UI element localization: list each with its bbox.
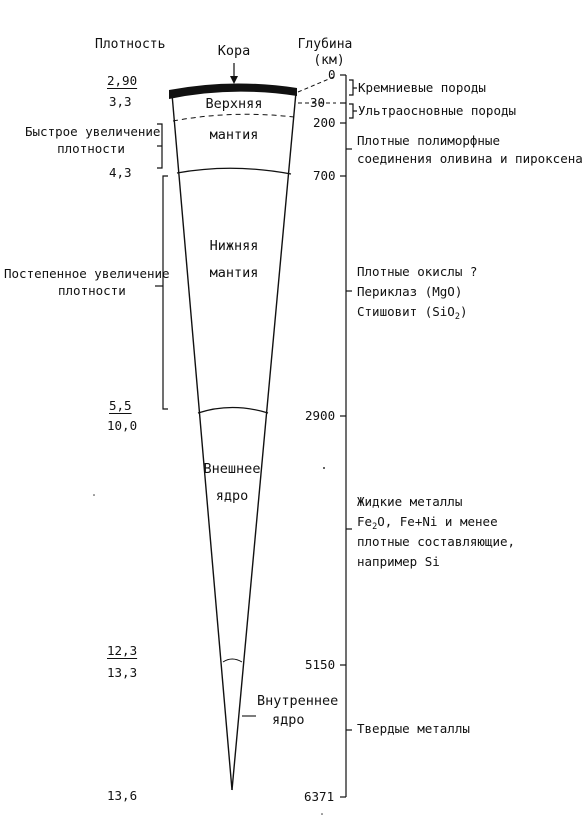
boundary-30km [173, 114, 294, 121]
depth-unit: (км) [313, 53, 345, 68]
composition-brackets [346, 80, 357, 730]
depth-30: 30 [310, 95, 326, 110]
outer-core-label-1: Внешнее [203, 461, 261, 477]
cone-right-edge [232, 92, 296, 790]
gradual-density-note-1: Постепенное увеличение [4, 266, 170, 281]
depth-0: 0 [328, 67, 336, 82]
depth-700: 700 [313, 168, 336, 183]
density-mantle-bottom: 5,5 [109, 398, 132, 413]
depth-5150: 5150 [305, 657, 336, 672]
composition-periclase: Периклаз (MgO) [357, 284, 463, 299]
composition-solid-metals: Твердые металлы [357, 721, 470, 736]
depth-header: Глубина [297, 37, 353, 52]
composition-ultrabasic-rocks: Ультраосновные породы [358, 103, 517, 118]
speck [93, 494, 95, 496]
boundary-700km [177, 168, 291, 174]
rapid-density-note-2: плотности [57, 141, 125, 156]
depth-6371: 6371 [304, 789, 335, 804]
density-outer-core-bottom: 12,3 [107, 643, 138, 658]
composition-fe2o: $Fe_2O$, Fe+Ni и менее [357, 514, 498, 532]
crust-label: Кора [217, 43, 251, 59]
depth-ticks [340, 75, 346, 797]
lower-mantle-label-2: мантия [209, 265, 259, 281]
density-crust-bottom: 3,3 [109, 94, 132, 109]
composition-stishovite: Стишовит (SiO$_2$) [357, 304, 468, 322]
gradual-density-bracket [163, 176, 168, 409]
density-crust-top: 2,90 [107, 73, 138, 88]
upper-mantle-label-1: Верхняя [205, 96, 263, 112]
inner-core-label-1: Внутреннее [257, 693, 339, 709]
density-header: Плотность [95, 37, 166, 52]
density-upper-mantle-bottom: 4,3 [109, 165, 132, 180]
rapid-density-note-1: Быстрое увеличение [25, 124, 161, 139]
density-center: 13,6 [107, 788, 138, 803]
gradual-density-note-2: плотности [58, 283, 126, 298]
density-core-top: 10,0 [107, 418, 138, 433]
depth-2900: 2900 [305, 408, 336, 423]
lower-mantle-label-1: Нижняя [209, 238, 259, 254]
boundary-2900km [198, 408, 268, 414]
speck [321, 813, 323, 815]
outer-core-label-2: ядро [215, 488, 249, 504]
boundary-5150km [223, 659, 242, 662]
composition-silicate-rocks: Кремниевые породы [358, 80, 486, 95]
composition-dense-polymorph-2: соединения оливина и пироксена [357, 151, 583, 166]
speck [323, 467, 325, 469]
composition-less-dense: плотные составляющие, [357, 534, 516, 549]
upper-mantle-label-2: мантия [209, 127, 259, 143]
depth-200: 200 [313, 115, 336, 130]
composition-dense-polymorph-1: Плотные полиморфные [357, 133, 500, 148]
inner-core-label-2: ядро [272, 712, 305, 728]
composition-dense-oxides: Плотные окислы ? [357, 264, 478, 279]
composition-liquid-metals: Жидкие металлы [357, 494, 463, 509]
cone-left-edge [172, 94, 232, 790]
crust-arrow-head [230, 76, 238, 84]
density-inner-core-top: 13,3 [107, 665, 138, 680]
composition-si: например Si [357, 554, 440, 569]
